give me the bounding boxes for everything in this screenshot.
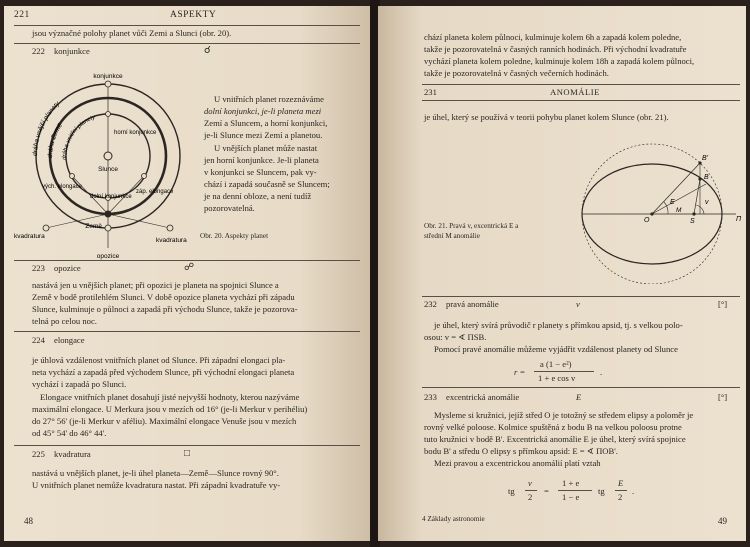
figure-20-aspects	[10, 58, 200, 264]
s233-term: excentrická anomálie	[446, 392, 520, 402]
formula-2-numerator: 1 + e	[562, 478, 580, 488]
label-slunce: Slunce	[98, 166, 118, 173]
s233-line-1: Mysleme si kružnici, jejíž střed O je totožný se středem elipsy a poloměr je	[434, 410, 694, 420]
formula-2-end: .	[632, 486, 635, 496]
svg-text:dráha vnitřní planety: dráha vnitřní planety	[61, 114, 97, 161]
formula-2-bar-1	[525, 490, 537, 491]
formula-2-eq: =	[544, 486, 549, 496]
s231-text: je úhel, který se používá v teorii pohybu planet kolem Slunce (obr. 21).	[424, 112, 669, 122]
s225-term: kvadratura	[54, 449, 91, 459]
formula-1-denominator: 1 + e cos v	[538, 373, 576, 383]
right-top-line-4: takže je pozorovatelná v časných večerních hodinách.	[424, 68, 609, 78]
rule-s233	[422, 387, 740, 388]
s223-number: 223	[32, 263, 45, 273]
formula-2-two: 2	[528, 492, 533, 502]
s224-line-3: vychází i zapadá po Slunci.	[32, 379, 127, 389]
s222-line-2: dolní konjunkci, je-li planeta mezi	[204, 106, 322, 116]
s222-line-5: U vnějších planet může nastat	[214, 143, 318, 153]
rule-s231-bottom	[422, 100, 740, 101]
svg-text:Π: Π	[736, 216, 742, 223]
figure-21-caption-line-2: střední M anomálie	[424, 232, 480, 240]
svg-text:E: E	[670, 199, 675, 206]
running-head-number: 221	[14, 10, 30, 20]
s233-line-2: rovný velké poloose. Kolmice spuštěná z bodu B na velkou poloosu protne	[424, 422, 682, 432]
sun-marker	[104, 152, 112, 160]
formula-2-bar-3	[615, 490, 627, 491]
label-zap-elongace: záp. elongace	[136, 189, 174, 195]
s224-term: elongace	[54, 335, 85, 345]
label-dolni-konjunkce: dolní konjunkce	[90, 194, 132, 200]
formula-2-v: v	[528, 478, 532, 488]
svg-text:v: v	[705, 199, 709, 206]
s231-number: 231	[424, 87, 437, 97]
label-konjunkce: konjunkce	[93, 73, 123, 80]
right-top-line-1: chází planeta kolem půlnoci, kulminuje kolem 6h a zapadá kolem poledne,	[424, 32, 682, 42]
s222-number: 222	[32, 46, 45, 56]
right-page-number: 49	[718, 516, 727, 526]
formula-2-two-2: 2	[618, 492, 623, 502]
s222-line-10: pozorovatelná.	[204, 203, 255, 213]
s223-line-1: nastává jen u vnějších planet; při opozici je planeta na spojnici Slunce a	[32, 280, 279, 290]
s233-line-4: bodu B' a středu O elipsy s přímkou apsid: E = ∢ ΠOB'.	[424, 446, 618, 456]
running-head-title: ASPEKTY	[170, 10, 217, 20]
s224-line-5: maximální elongace. U Merkura jsou v mezích od 16° (je-li Merkur v perihéliu)	[32, 404, 308, 414]
s232-line-1: je úhel, který svírá průvodič r planety s přímkou apsid, tj. s velkou polo-	[434, 320, 683, 330]
svg-text:B: B	[704, 174, 709, 181]
s223-line-4: telná po celou noc.	[32, 316, 97, 326]
right-top-line-3: vychází planeta kolem poledne, kulminuje kolem 18h a zapadá kolem půlnoci,	[424, 56, 695, 66]
s222-line-4: je-li Slunce mezi Zemí a planetou.	[204, 130, 323, 140]
formula-2-tg-2: tg	[598, 486, 605, 496]
right-top-line-2: takže je pozorovatelná v časných ranních hodinách. Při východní kvadratuře	[424, 44, 687, 54]
s222-line-1: U vnitřních planet rozeznáváme	[214, 94, 324, 104]
s232-line-2: osou: v = ∢ ΠSB.	[424, 332, 487, 342]
s223-line-3: Slunce, kulminuje o půlnoci a zapadá při východu Slunce, takže je pozorova-	[32, 304, 298, 314]
s223-term: opozice	[54, 263, 81, 273]
svg-text:dráha Země: dráha Země	[46, 122, 65, 159]
rule-s222	[14, 43, 360, 44]
s233-unit: [°]	[718, 392, 728, 402]
formula-1-lhs: r =	[514, 367, 526, 377]
s224-line-1: je úhlová vzdálenost vnitřních planet od Slunce. Při západní elongaci pla-	[32, 355, 286, 365]
s233-number: 233	[424, 392, 437, 402]
formula-2-E: E	[618, 478, 624, 488]
rule-s231-top	[422, 84, 740, 85]
s232-number: 232	[424, 299, 437, 309]
s225-line-2: U vnitřních planet nemůže kvadratura nastat. Při západní kvadratuře vy-	[32, 480, 281, 490]
label-kvadratura-right: kvadratura	[156, 237, 187, 244]
svg-text:O: O	[644, 217, 650, 224]
figure-21-anomalies	[564, 126, 744, 284]
formula-2-bar-2	[558, 490, 592, 491]
formula-1-fraction-bar	[534, 371, 594, 372]
s222-line-9: je na denní obloze, a není tudíž	[204, 191, 312, 201]
formula-1-numerator: a (1 − e²)	[540, 359, 572, 369]
s224-line-6: do 27° 56' (je-li Merkur v aféliu). Maximální elongace Venuše jsou v mezích	[32, 416, 297, 426]
opposition-symbol: ☍	[184, 262, 195, 273]
figure-21-caption-line-1: Obr. 21. Pravá v, excentrická E a	[424, 222, 519, 230]
figure-20-caption: Obr. 20. Aspekty planet	[200, 232, 269, 240]
s233-line-5: Mezi pravou a excentrickou anomálií platí vztah	[434, 458, 601, 468]
earth-marker	[105, 211, 112, 218]
s224-line-2: neta vychází a zapadá před východem Slunce, při východní elongaci planeta	[32, 367, 295, 377]
header-rule	[14, 25, 360, 26]
rule-s225	[14, 445, 360, 446]
s231-title: ANOMÁLIE	[550, 87, 600, 97]
s222-line-7: v konjunkci se Sluncem, pak vy-	[204, 167, 317, 177]
s222-line-3: Zemí a Sluncem, a horní konjunkci,	[204, 118, 328, 128]
s232-unit: [°]	[718, 299, 728, 309]
right-page	[378, 6, 746, 541]
planet-conjunction-marker	[105, 81, 111, 87]
rule-s223	[14, 260, 360, 261]
s225-line-1: nastává u vnějších planet, je-li úhel planeta—Země—Slunce rovný 90°.	[32, 468, 279, 478]
label-opozice: opozice	[96, 253, 120, 260]
svg-text:dráha vnější planety: dráha vnější planety	[31, 100, 62, 157]
footer-signature: 4 Základy astronomie	[422, 515, 485, 523]
s222-line-8: chází i zapadá současně se Sluncem;	[204, 179, 330, 189]
s233-symbol: E	[576, 392, 582, 402]
s224-number: 224	[32, 335, 45, 345]
s232-line-3: Pomocí pravé anomálie můžeme vyjádřit vzdálenost planety od Slunce	[434, 344, 678, 354]
label-kvadratura-left: kvadratura	[14, 233, 45, 240]
rule-s224	[14, 331, 360, 332]
svg-text:S: S	[690, 218, 695, 225]
s221-text: jsou význačné polohy planet vůči Zemi a Slunci (obr. 20).	[32, 28, 232, 38]
rule-s232	[422, 296, 740, 297]
left-page-number: 48	[24, 516, 33, 526]
svg-text:M: M	[676, 207, 682, 214]
formula-2-tg: tg	[508, 486, 515, 496]
s222-line-6: jen horní konjunkce. Je-li planeta	[204, 155, 319, 165]
s224-line-7: od 45° 54' do 46° 44'.	[32, 428, 107, 438]
s222-term: konjunkce	[54, 46, 90, 56]
formula-2-denominator: 1 − e	[562, 492, 580, 502]
s232-symbol: v	[576, 299, 580, 309]
label-vych-elongace: vých. elongace	[42, 184, 83, 190]
quadrature-symbol: □	[184, 448, 191, 459]
label-zeme: Země	[85, 223, 102, 230]
s233-line-3: tuto kružnici v bodě B'. Excentrická anomálie E je úhel, který svírá spojnice	[424, 434, 686, 444]
s232-term: pravá anomálie	[446, 299, 499, 309]
formula-1-end: .	[600, 367, 603, 377]
left-page	[4, 6, 372, 541]
s223-line-2: Země v bodě protilehlém Slunci. V době opozice planeta vychází při západu	[32, 292, 295, 302]
s224-line-4: Elongace vnitřních planet dosahují jisté nejvyšší hodnoty, kterou nazýváme	[40, 392, 300, 402]
s225-number: 225	[32, 449, 45, 459]
conjunction-symbol: ☌	[204, 45, 211, 56]
svg-text:B': B'	[702, 155, 709, 162]
label-horni-konjunkce: horní konjunkce	[114, 130, 157, 136]
